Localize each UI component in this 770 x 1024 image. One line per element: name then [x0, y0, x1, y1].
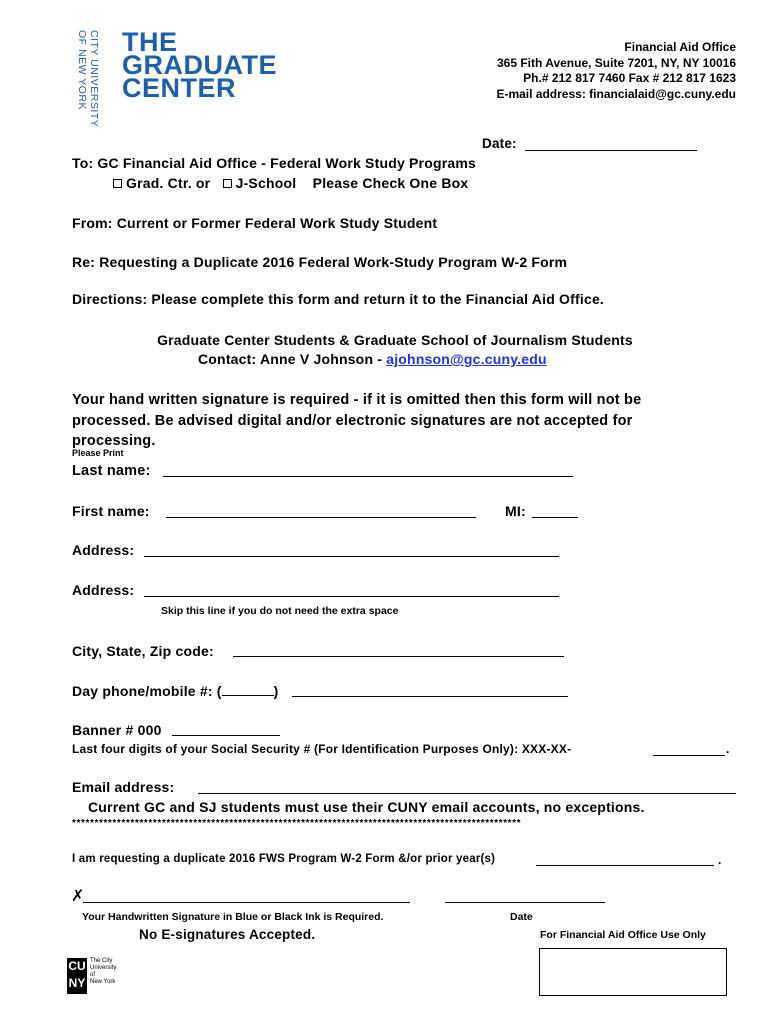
logo-word-center: CENTER [122, 73, 237, 103]
signature-x-mark: ✗ [71, 888, 85, 905]
phone-close-paren: ) [273, 683, 279, 699]
banner-field[interactable] [172, 735, 280, 736]
email-field[interactable] [198, 793, 736, 794]
re-line: Re: Requesting a Duplicate 2016 Federal Work-Study Program W-2 Form [72, 254, 568, 270]
office-email: E-mail address: financialaid@gc.cuny.edu [496, 86, 736, 101]
city-state-zip-field[interactable] [233, 656, 564, 657]
address1-label: Address: [72, 542, 135, 558]
from-line: From: Current or Former Federal Work Study Student [72, 215, 438, 231]
cuny-logo-letters-top: CU [68, 959, 86, 973]
office-name: Financial Aid Office [624, 40, 736, 54]
mi-label: MI: [505, 503, 526, 519]
financial-aid-use-only-label: For Financial Aid Office Use Only [540, 929, 706, 941]
signature-date-label: Date [510, 911, 533, 923]
address2-label: Address: [72, 582, 135, 598]
address2-field[interactable] [144, 596, 559, 597]
phone-label-text: Day phone/mobile #: ( [72, 683, 222, 699]
email-note: Current GC and SJ students must use their CUNY email accounts, no exceptions. [88, 799, 645, 815]
grad-center-checkbox[interactable] [113, 179, 122, 188]
cuny-logo-text1: The City [90, 958, 113, 964]
address1-field[interactable] [144, 556, 559, 557]
office-phone: Ph.# 212 817 7460 Fax # 212 817 1623 [523, 71, 736, 85]
signature-field[interactable] [83, 902, 410, 903]
city-state-zip-label: City, State, Zip code: [72, 643, 214, 659]
contact-name: Contact: Anne V Johnson - [198, 351, 387, 367]
j-school-checkbox[interactable] [223, 179, 232, 188]
request-period: . [718, 853, 722, 867]
banner-label: Banner # 000 [72, 722, 162, 738]
grad-center-option-label: Grad. Ctr. or [126, 175, 211, 191]
logo-vertical-line2: OF NEW YORK [76, 30, 88, 110]
date-field[interactable] [525, 150, 697, 151]
to-line: To: GC Financial Aid Office - Federal Work Study Programs [72, 155, 476, 171]
logo-word-graduate: GRADUATE [122, 50, 277, 80]
signature-label: Your Handwritten Signature in Blue or Black Ink is Required. [82, 911, 384, 923]
signature-notice-line3: processing. [72, 433, 156, 449]
signature-notice [72, 390, 641, 452]
first-name-field[interactable] [166, 517, 476, 518]
contact-email-link[interactable]: ajohnson@gc.cuny.edu [386, 351, 547, 367]
please-print-note: Please Print [72, 448, 124, 458]
financial-aid-use-only-box [539, 948, 727, 996]
last-name-field[interactable] [163, 476, 573, 477]
skip-line-note: Skip this line if you do not need the extra space [161, 605, 399, 617]
school-checkbox-row [113, 175, 468, 191]
cuny-logo-text [90, 958, 116, 986]
email-label: Email address: [72, 779, 175, 795]
cuny-logo [67, 958, 117, 994]
no-esignatures-note: No E-signatures Accepted. [139, 927, 316, 942]
area-code-field[interactable] [222, 683, 274, 696]
ssn-field[interactable] [653, 755, 725, 756]
logo-vertical-line1: CITY UNIVERSITY [88, 30, 100, 128]
office-street: 365 Fith Avenue, Suite 7201, NY, NY 10016 [496, 55, 736, 70]
cuny-vertical-wordmark [76, 30, 110, 128]
date-label: Date: [482, 136, 517, 151]
signature-notice-line2: processed. Be advised digital and/or electronic signatures are not accepted for [72, 412, 633, 429]
logo-word-the: THE [122, 27, 178, 57]
cuny-logo-block [67, 958, 87, 994]
directions-line: Directions: Please complete this form and return it to the Financial Aid Office. [72, 291, 605, 307]
request-line: I am requesting a duplicate 2016 FWS Program W-2 Form &/or prior year(s) [72, 853, 496, 865]
mi-field[interactable] [532, 517, 578, 518]
j-school-option-label: J-School [235, 175, 297, 191]
asterisk-divider: **************************************************************************************************** [72, 818, 522, 829]
cuny-logo-letters-bottom: NY [68, 976, 86, 990]
cuny-logo-text4: New York [90, 979, 116, 985]
prior-years-field[interactable] [536, 865, 714, 866]
last-name-label: Last name: [72, 463, 151, 479]
check-instruction: Please Check One Box [312, 175, 469, 191]
cuny-logo-text2: University [90, 965, 117, 971]
phone-label [72, 683, 279, 699]
office-address-block [496, 40, 736, 102]
ssn-period: . [726, 742, 730, 756]
cuny-logo-text3: of [90, 972, 96, 978]
signature-date-field[interactable] [445, 902, 605, 903]
signature-notice-line1: Your hand written signature is required - if it is omitted then this form will not be [72, 392, 642, 408]
ssn-label: Last four digits of your Social Security # (For Identification Purposes Only): XXX-XX- [72, 742, 572, 756]
contact-line2 [198, 351, 547, 367]
phone-field[interactable] [292, 696, 568, 697]
first-name-label: First name: [72, 503, 150, 519]
contact-line1: Graduate Center Students & Graduate School of Journalism Students [157, 332, 633, 348]
